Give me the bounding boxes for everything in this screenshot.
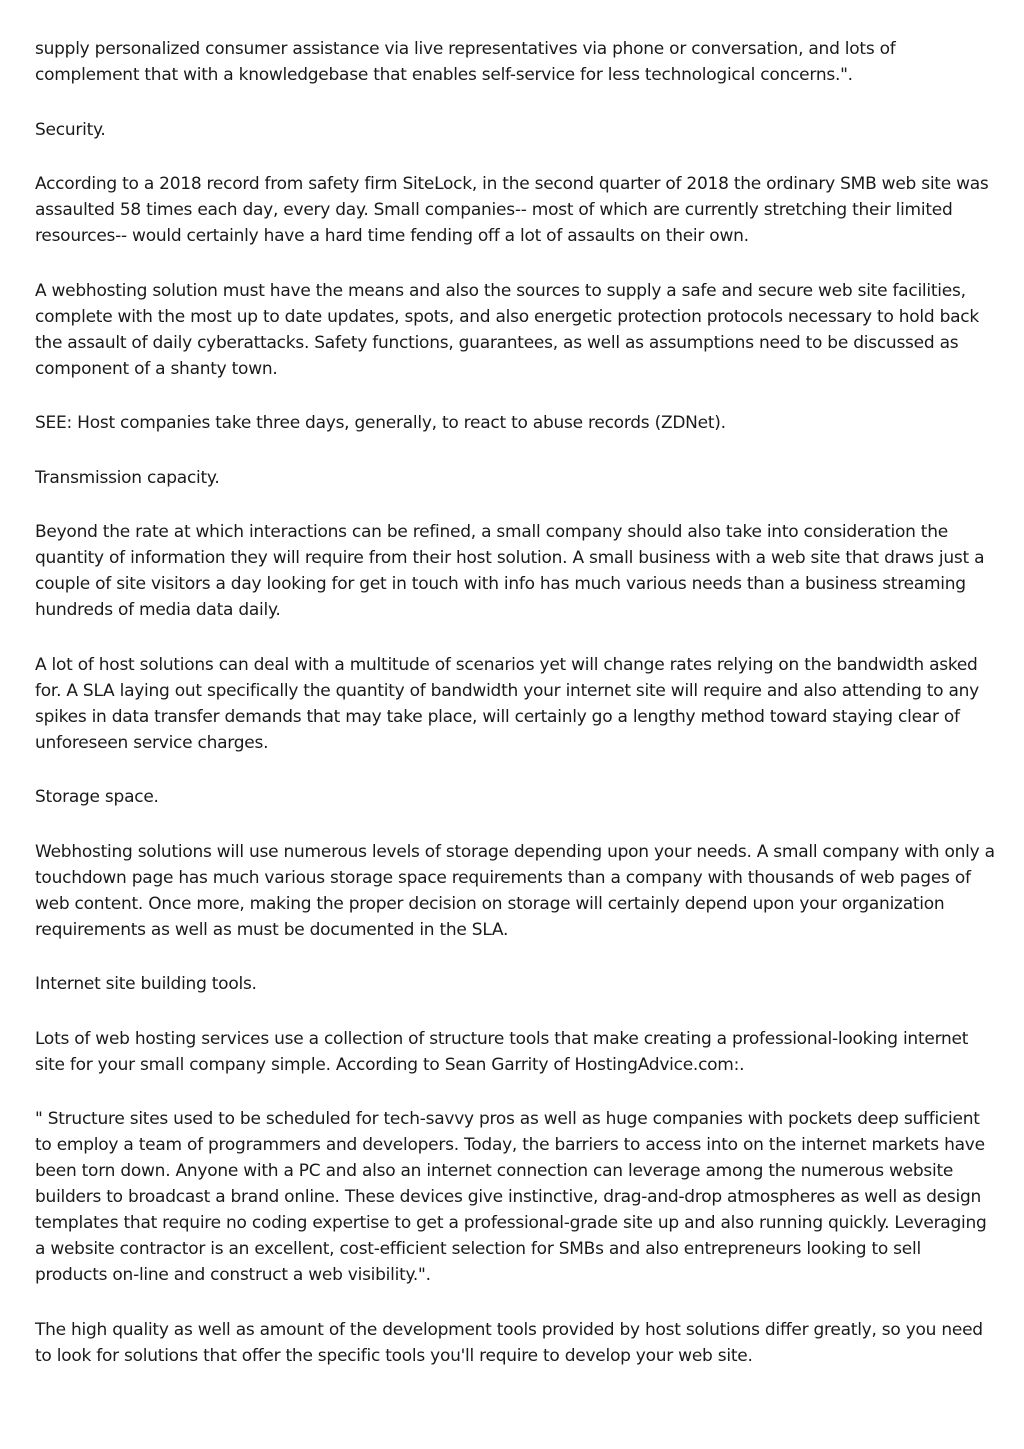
document-body	[35, 36, 995, 1397]
paragraph-see-zdnet: SEE: Host companies take three days, generally, to react to abuse records (ZDNet).	[35, 413, 726, 433]
paragraph-intro-continuation: supply personalized consumer assistance via live representatives via phone or conversation, and lots of complement that with a knowledgebase that enables self-service for less technological concerns.".	[35, 39, 896, 85]
paragraph-security-sitelock: According to a 2018 record from safety firm SiteLock, in the second quarter of 2018 the ordinary SMB web site was assaulted 58 times each day, every day. Small companies-- most of which are currently stretching their limited resources-- would certainly have a hard time fending off a lot of assaults on their own.	[35, 174, 989, 246]
paragraph-tools-quality: The high quality as well as amount of the development tools provided by host solutions differ greatly, so you need to look for solutions that offer the specific tools you'll require to develop your web site.	[35, 1319, 983, 1366]
paragraph-garrity-quote: " Structure sites used to be scheduled for tech-savvy pros as well as huge companies with pockets deep sufficient to employ a team of programmers and developers. Today, the barriers to access into on the internet markets have been torn down. Anyone with a PC and also an internet connection can leverage among the numerous website builders to broadcast a brand online. These devices give instinctive, drag-and-drop atmospheres as well as design templates that require no coding expertise to get a professional-grade site up and also running quickly. Leveraging a website contractor is an excellent, cost-efficient selection for SMBs and also entrepreneurs looking to sell products on-line and construct a web visibility.".	[35, 1109, 987, 1285]
paragraph-security-requirements: A webhosting solution must have the means and also the sources to supply a safe and secure web site facilities, complete with the most up to date updates, spots, and also energetic protection protocols necessary to hold back the assault of daily cyberattacks. Safety functions, guarantees, as well as assumptions need to be discussed as component of a shanty town.	[35, 280, 979, 379]
heading-security: Security.	[35, 119, 106, 140]
paragraph-storage-levels: Webhosting solutions will use numerous levels of storage depending upon your needs. A small company with only a touchdown page has much various storage space requirements than a company with thousands of web pages of web content. Once more, making the proper decision on storage will certainly depend upon your organization requirements as well as must be documented in the SLA.	[35, 841, 995, 940]
paragraph-bandwidth-needs: Beyond the rate at which interactions can be refined, a small company should also take into consideration the quantity of information they will require from their host solution. A small business with a web site that draws just a couple of site visitors a day looking for get in touch with info has much various needs than a business streaming hundreds of media data daily.	[35, 522, 985, 620]
heading-site-building-tools: Internet site building tools.	[35, 974, 257, 994]
heading-storage-space: Storage space.	[35, 787, 159, 807]
paragraph-building-tools-intro: Lots of web hosting services use a collection of structure tools that make creating a professional-looking internet site for your small company simple. According to Sean Garrity of HostingAdvice.com:.	[35, 1028, 969, 1075]
heading-transmission-capacity: Transmission capacity.	[35, 467, 220, 488]
paragraph-bandwidth-sla: A lot of host solutions can deal with a multitude of scenarios yet will change rates relying on the bandwidth asked for. A SLA laying out specifically the quantity of bandwidth your internet site will require and also attending to any spikes in data transfer demands that may take place, will certainly go a lengthy method toward staying clear of unforeseen service charges.	[35, 654, 979, 753]
